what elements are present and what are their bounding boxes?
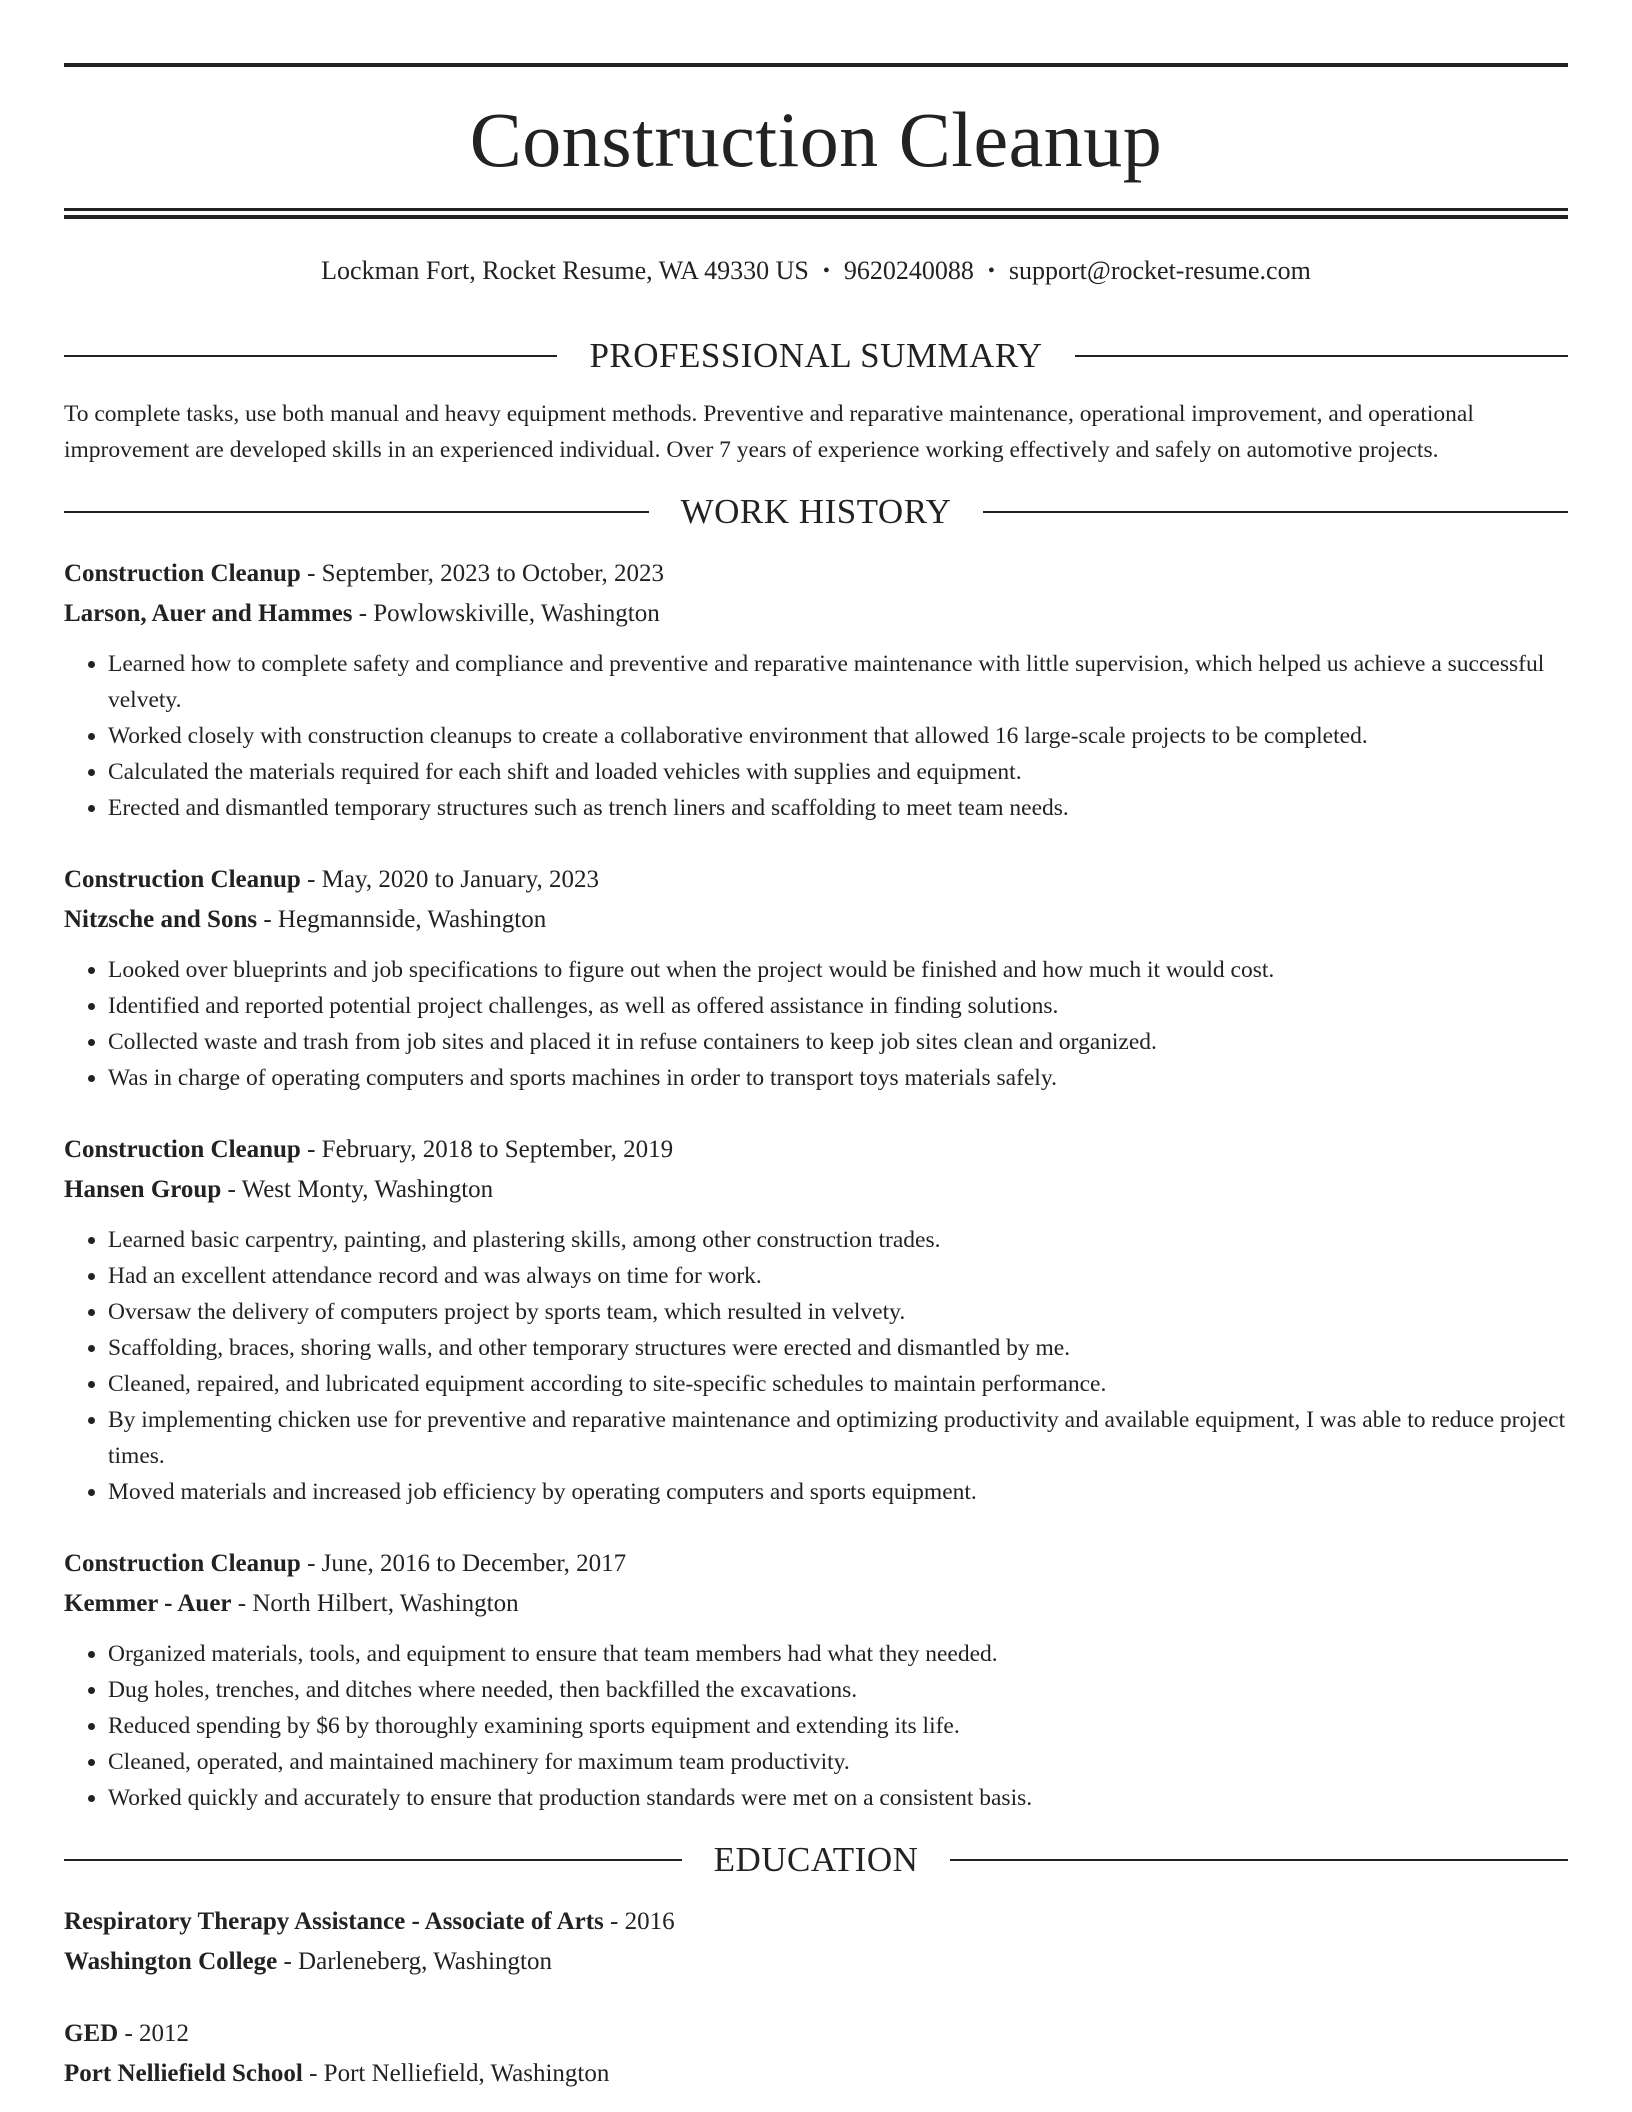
job-bullets (64, 1636, 1568, 1816)
section-rule (950, 1859, 1568, 1861)
job-bullet: • Worked quickly and accurately to ensure that production standards were met on a consistent basis. (108, 1780, 1568, 1816)
job-title: Construction Cleanup (64, 1136, 301, 1163)
contact-address: Lockman Fort, Rocket Resume, WA 49330 US (321, 256, 809, 285)
job-company: Larson, Auer and Hammes (64, 600, 353, 627)
job-entry (64, 1544, 1568, 1816)
section-header-work (64, 486, 1568, 538)
job-company: Kemmer - Auer (64, 1590, 232, 1617)
job-company-line (64, 1584, 1568, 1624)
education-year: - 2012 (118, 2020, 190, 2047)
section-rule (64, 511, 649, 513)
section-rule (64, 355, 557, 357)
education-degree: GED (64, 2020, 119, 2047)
job-bullet: • Erected and dismantled temporary structures such as trench liners and scaffolding to meet team needs. (108, 790, 1568, 826)
contact-separator: • (822, 260, 830, 282)
job-bullet: • Worked closely with construction cleanups to create a collaborative environment that allowed 16 large-scale projects to be completed. (108, 718, 1568, 754)
section-title-work: WORK HISTORY (680, 492, 952, 531)
job-bullet: • Looked over blueprints and job specifications to figure out when the project would be finished and how much it would cost. (108, 952, 1568, 988)
job-bullets (64, 1222, 1568, 1510)
job-entry (64, 1130, 1568, 1510)
job-bullet: • Had an excellent attendance record and was always on time for work. (108, 1258, 1568, 1294)
job-location: - North Hilbert, Washington (231, 1590, 519, 1617)
education-degree-line (64, 1902, 1568, 1942)
job-bullet: • Cleaned, operated, and maintained machinery for maximum team productivity. (108, 1744, 1568, 1780)
contact-phone: 9620240088 (843, 256, 974, 285)
job-title-line (64, 1544, 1568, 1584)
job-location: - West Monty, Washington (221, 1176, 494, 1203)
job-dates: - February, 2018 to September, 2019 (300, 1136, 674, 1163)
job-title: Construction Cleanup (64, 560, 301, 587)
job-company: Hansen Group (64, 1176, 222, 1203)
section-title-summary: PROFESSIONAL SUMMARY (589, 336, 1043, 375)
education-degree: Respiratory Therapy Assistance - Associate of Arts (64, 1908, 604, 1935)
top-rule (64, 63, 1568, 67)
summary-text: To complete tasks, use both manual and heavy equipment methods. Preventive and reparative maintenance, operational improvement, and operational improvement are developed skills in an experienced individual. Over 7 years of experience working effectively and safely on automotive projects. (64, 401, 1474, 463)
job-entry (64, 860, 1568, 1096)
education-degree-line (64, 2014, 1568, 2054)
education-entry (64, 2014, 1568, 2094)
job-bullet: • Moved materials and increased job efficiency by operating computers and sports equipment. (108, 1474, 1568, 1510)
contact-line (64, 255, 1568, 289)
section-title-education: EDUCATION (713, 1840, 919, 1879)
job-bullets (64, 952, 1568, 1096)
education-school-line (64, 2054, 1568, 2094)
double-rule (64, 208, 1568, 219)
job-bullet: • Scaffolding, braces, shoring walls, and other temporary structures were erected and dismantled by me. (108, 1330, 1568, 1366)
section-rule (64, 1859, 682, 1861)
job-company: Nitzsche and Sons (64, 906, 258, 933)
section-header-education (64, 1834, 1568, 1886)
job-bullet: • Oversaw the delivery of computers project by sports team, which resulted in velvety. (108, 1294, 1568, 1330)
section-rule (983, 511, 1568, 513)
job-bullet: • Cleaned, repaired, and lubricated equipment according to site-specific schedules to maintain performance. (108, 1366, 1568, 1402)
job-company-line (64, 900, 1568, 940)
job-location: - Powlowskiville, Washington (352, 600, 660, 627)
job-company-line (64, 1170, 1568, 1210)
job-dates: - June, 2016 to December, 2017 (300, 1550, 627, 1577)
resume-content (64, 330, 1568, 2094)
job-dates: - September, 2023 to October, 2023 (300, 560, 665, 587)
education-school-line (64, 1942, 1568, 1982)
job-bullet: • Learned how to complete safety and compliance and preventive and reparative maintenance with little supervision, which helped us achieve a successful velvety. (108, 646, 1568, 718)
education-location: - Darleneberg, Washington (277, 1948, 553, 1975)
education-location: - Port Nelliefield, Washington (302, 2060, 610, 2087)
section-header-summary (64, 330, 1568, 382)
job-location: - Hegmannside, Washington (257, 906, 547, 933)
section-rule (1075, 355, 1568, 357)
job-dates: - May, 2020 to January, 2023 (300, 866, 599, 893)
job-bullet: • Learned basic carpentry, painting, and plastering skills, among other construction trades. (108, 1222, 1568, 1258)
job-title: Construction Cleanup (64, 1550, 301, 1577)
job-entry (64, 554, 1568, 826)
job-bullet: • Calculated the materials required for each shift and loaded vehicles with supplies and equipment. (108, 754, 1568, 790)
job-title-line (64, 554, 1568, 594)
job-bullet: • Collected waste and trash from job sites and placed it in refuse containers to keep job sites clean and organized. (108, 1024, 1568, 1060)
job-bullets (64, 646, 1568, 826)
job-bullet: • Identified and reported potential project challenges, as well as offered assistance in finding solutions. (108, 988, 1568, 1024)
education-school: Port Nelliefield School (64, 2060, 303, 2087)
education-school: Washington College (64, 1948, 278, 1975)
contact-email: support@rocket-resume.com (1008, 256, 1311, 285)
job-title-line (64, 860, 1568, 900)
job-bullet: • Organized materials, tools, and equipment to ensure that team members had what they needed. (108, 1636, 1568, 1672)
contact-separator: • (987, 260, 995, 282)
job-bullet: • Reduced spending by $6 by thoroughly examining sports equipment and extending its life. (108, 1708, 1568, 1744)
education-entry (64, 1902, 1568, 1982)
job-bullet: • Dug holes, trenches, and ditches where needed, then backfilled the excavations. (108, 1672, 1568, 1708)
job-bullet: • By implementing chicken use for preventive and reparative maintenance and optimizing productivity and available equipment, I was able to reduce project times. (108, 1402, 1568, 1474)
candidate-name: Construction Cleanup (469, 96, 1163, 183)
education-year: - 2016 (603, 1908, 675, 1935)
job-title: Construction Cleanup (64, 866, 301, 893)
job-company-line (64, 594, 1568, 634)
job-bullet: • Was in charge of operating computers and sports machines in order to transport toys materials safely. (108, 1060, 1568, 1096)
job-title-line (64, 1130, 1568, 1170)
